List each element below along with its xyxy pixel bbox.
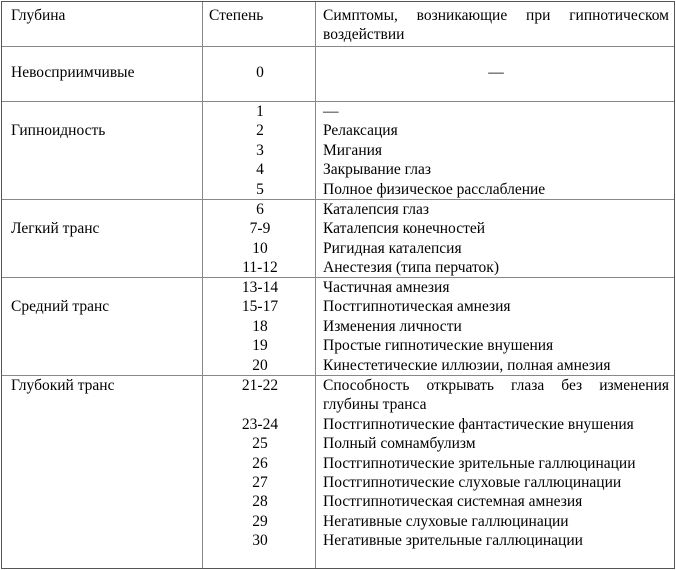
table-row <box>2 47 674 102</box>
degree-list <box>206 278 314 375</box>
table-row <box>2 376 674 568</box>
depth-label: Гипноидность <box>11 122 106 139</box>
header-depth: Глубина <box>11 7 66 24</box>
symptom-list <box>323 102 669 199</box>
symptom-value: Релаксация <box>323 122 398 140</box>
symptom-list <box>323 200 669 278</box>
symptom-value: Закрывание глаз <box>323 161 431 179</box>
degree-value: 11-12 <box>242 259 278 277</box>
symptom-value: Простые гипнотические внушения <box>323 337 554 355</box>
symptom-value: Полный сомнамбулизм <box>323 435 476 453</box>
symptom-value: Негативные зрительные галлюцинации <box>323 532 583 550</box>
degree-value: 2 <box>256 122 264 140</box>
degree-value: 21-22 <box>241 377 279 394</box>
degree-value: 6 <box>256 201 264 218</box>
depth-label: Невосприимчивые <box>11 64 135 81</box>
trance-depth-table <box>1 1 675 569</box>
column-divider <box>202 2 203 46</box>
degree-value: 13-14 <box>241 279 279 296</box>
degree-value: 5 <box>256 180 264 198</box>
symptom-list <box>323 63 669 82</box>
degree-value: 10 <box>252 239 268 257</box>
symptom-value: Постгипнотическая системная амнезия <box>323 493 583 511</box>
header-degree: Степень <box>209 7 264 24</box>
symptom-value: Постгипнотическая амнезия <box>323 298 511 316</box>
degree-value: 15-17 <box>241 298 279 316</box>
symptom-value: Каталепсия глаз <box>323 201 429 218</box>
depth-label: Глубокий транс <box>11 377 115 394</box>
degree-value: 0 <box>256 64 264 81</box>
degree-list <box>206 63 314 82</box>
degree-value: 29 <box>252 512 268 530</box>
degree-list <box>206 102 314 199</box>
table-row <box>2 102 674 200</box>
table-header-row <box>2 2 674 47</box>
degree-value <box>206 395 314 414</box>
symptom-value: — <box>323 103 339 120</box>
degree-value: 20 <box>252 356 268 374</box>
degree-value: 1 <box>256 103 264 120</box>
symptom-value: Анестезия (типа перчаток) <box>323 259 500 277</box>
symptom-value: — <box>488 64 504 81</box>
table-row <box>2 278 674 376</box>
degree-value: 7-9 <box>249 220 271 238</box>
symptom-value: Постгипнотические слуховые галлюцинации <box>323 473 622 491</box>
symptom-value: Кинестетические иллюзии, полная амнезия <box>323 356 611 374</box>
degree-list <box>206 200 314 278</box>
degree-value: 3 <box>256 141 264 159</box>
symptom-value: Мигания <box>323 141 383 159</box>
symptom-value: Негативные слуховые галлюцинации <box>323 512 569 530</box>
degree-value: 26 <box>252 454 268 472</box>
table-row <box>2 200 674 278</box>
header-symptoms: Симптомы, возникающие при гипнотическом воздействии <box>323 7 669 43</box>
degree-value: 18 <box>252 317 268 335</box>
degree-value: 30 <box>252 532 268 550</box>
symptom-value: Изменения личности <box>323 317 462 335</box>
symptom-value: Полное физическое расслабление <box>323 180 546 198</box>
symptom-value: Способность открывать глаза без изменения глубины транса <box>323 377 669 414</box>
degree-value: 4 <box>256 161 264 179</box>
degree-value: 23-24 <box>241 415 279 433</box>
degree-value: 19 <box>252 337 268 355</box>
depth-label: Легкий транс <box>11 220 100 237</box>
depth-label: Средний транс <box>11 298 110 315</box>
degree-list <box>206 376 314 551</box>
symptom-value: Постгипнотические фантастические внушения <box>323 415 634 433</box>
symptom-list <box>323 376 669 551</box>
symptom-value: Частичная амнезия <box>323 279 450 296</box>
symptom-value: Каталепсия конечностей <box>323 220 486 238</box>
degree-value: 27 <box>252 473 268 491</box>
symptom-list <box>323 278 669 375</box>
column-divider <box>315 2 316 46</box>
degree-value: 28 <box>252 493 268 511</box>
degree-value: 25 <box>252 435 268 453</box>
symptom-value: Ригидная каталепсия <box>323 239 462 257</box>
symptom-value: Постгипнотические зрительные галлюцинации <box>323 454 636 472</box>
